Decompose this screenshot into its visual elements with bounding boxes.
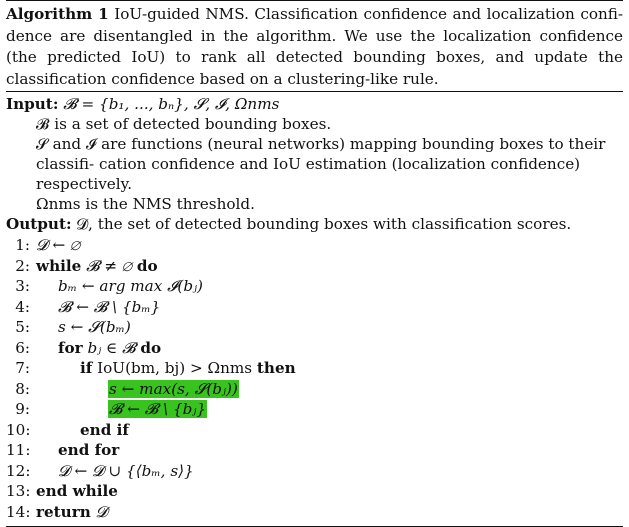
output-block — [6, 214, 623, 234]
highlight: s ← max(s, 𝓢(bⱼ)) — [109, 379, 238, 398]
output-label: Output: — [6, 215, 72, 234]
algo-line: 4: 𝓑 ← 𝓑 \ {bₘ} — [15, 297, 161, 316]
algorithm-caption — [6, 1, 623, 91]
algo-line: 6: for bⱼ ∈ 𝓑 do — [15, 338, 162, 357]
algo-line: 7: if IoU(bm, bj) > Ωnms then — [15, 359, 296, 378]
input-signature: 𝓑 = {b₁, ..., bₙ}, 𝓢, 𝓘, Ωnms — [63, 95, 280, 114]
algo-line: 12: 𝓓 ← 𝓓 ∪ {⟨bₘ, s⟩} — [6, 461, 194, 480]
output-text: 𝓓, the set of detected bounding boxes with classification scores. — [76, 215, 572, 234]
algo-line: 13: end while — [6, 482, 118, 501]
algo-line: 1: 𝓓 ← ∅ — [15, 236, 81, 255]
algorithm-label: Algorithm 1 — [6, 5, 109, 23]
algo-line-highlighted: 8: s ← max(s, 𝓢(bⱼ)) — [15, 379, 238, 398]
algo-line: 5: s ← 𝓢(bₘ) — [15, 318, 131, 337]
algo-line: 3: bₘ ← arg max 𝓘(bⱼ) — [15, 277, 203, 296]
algo-line-highlighted: 9: 𝓑 ← 𝓑 \ {bⱼ} — [15, 400, 207, 419]
algo-line: 10: end if — [6, 420, 129, 439]
highlight: 𝓑 ← 𝓑 \ {bⱼ} — [109, 400, 207, 419]
caption-text: IoU-guided NMS. Classification confidence and localization confi- dence are disentangled in the algorithm. We use the localization confidence (the predicted IoU) to rank all detected bounding boxes, and update the classification confidence based on a clustering-like rule. — [6, 5, 624, 88]
algo-line: 11: end for — [6, 441, 120, 460]
input-desc-3: Ωnms is the NMS threshold. — [36, 195, 255, 214]
algorithm-lines — [6, 234, 623, 522]
algo-line: 14: return 𝓓 — [6, 502, 108, 521]
algo-line: 2: while 𝓑 ≠ ∅ do — [15, 256, 158, 275]
input-desc-2: 𝓢 and 𝓘 are functions (neural networks) mapping bounding boxes to their classifi- cation confidence and IoU estimation (localization confidence) respectively. — [36, 135, 606, 194]
input-block — [6, 92, 623, 214]
input-label: Input: — [6, 95, 59, 114]
input-desc-1: 𝓑 is a set of detected bounding boxes. — [36, 115, 332, 134]
